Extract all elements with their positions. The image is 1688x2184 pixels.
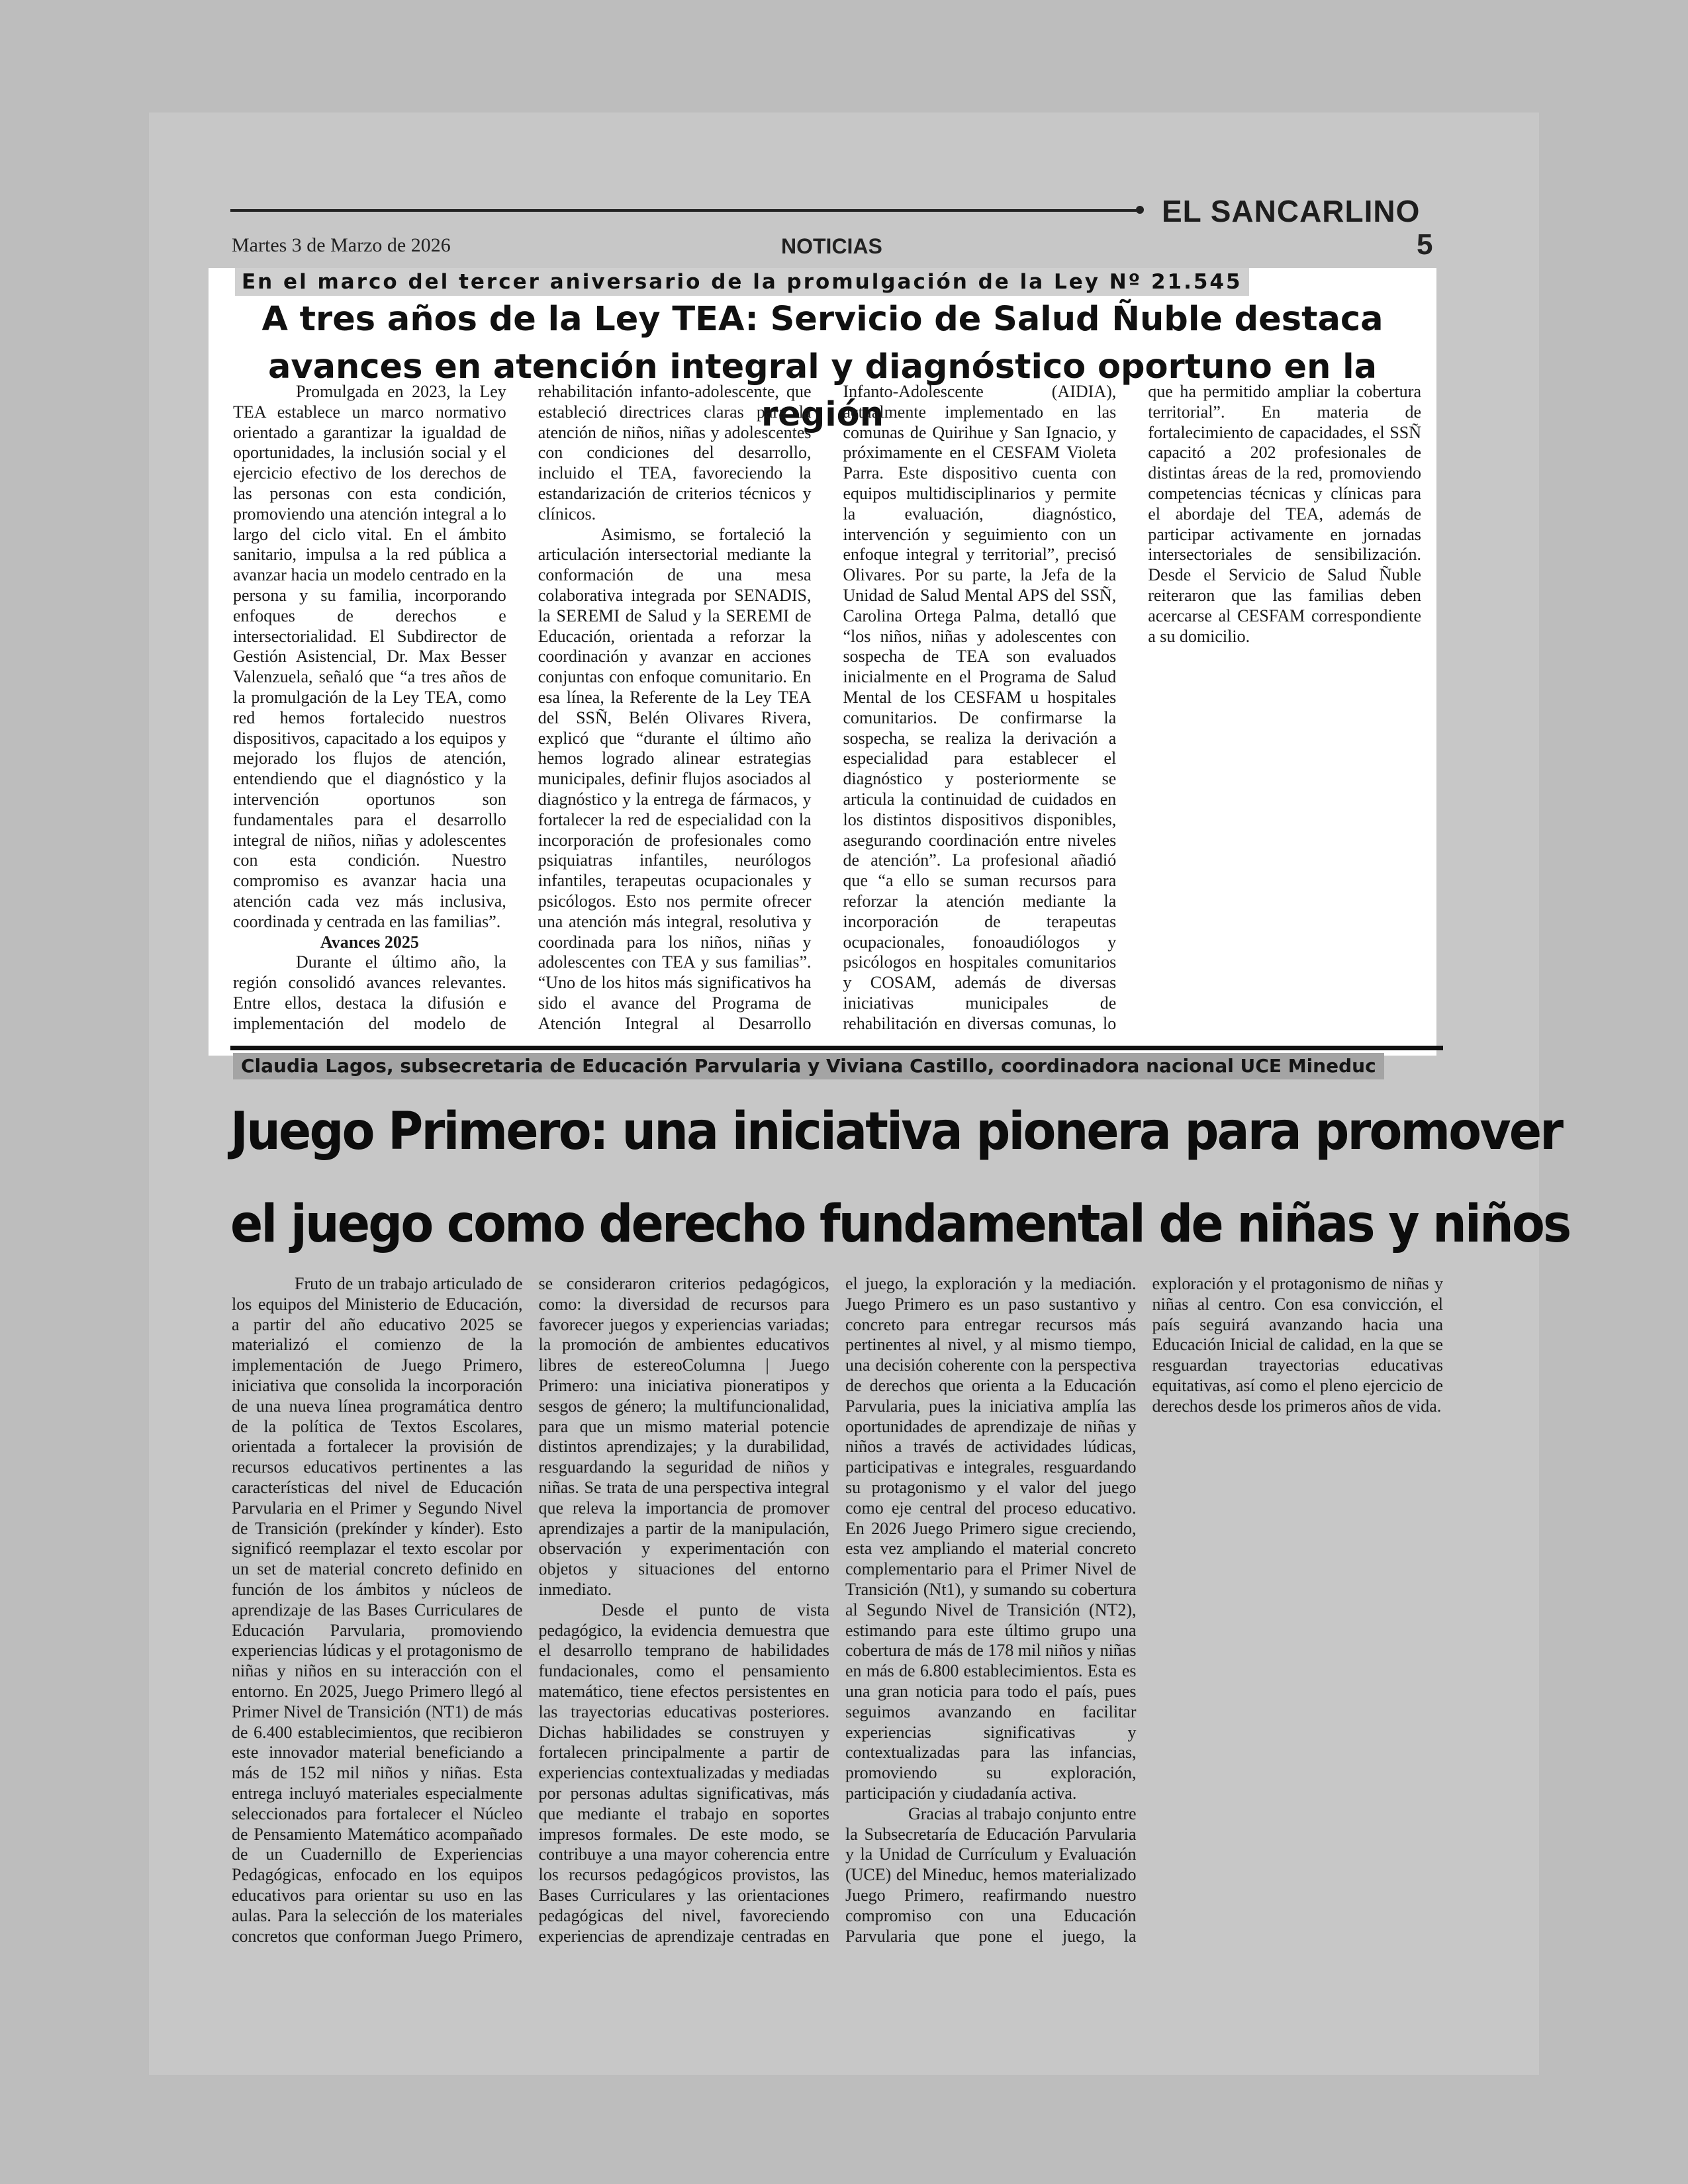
headline-line: Juego Primero: una iniciativa pionera para promover [230, 1102, 1562, 1161]
article-ley-tea [209, 268, 1436, 1056]
article-kicker: Claudia Lagos, subsecretaria de Educación Parvularia y Viviana Castillo, coordinadora nacional UCE Mineduc [233, 1053, 1384, 1079]
issue-date: Martes 3 de Marzo de 2026 [232, 234, 451, 256]
section-name: NOTICIAS [781, 234, 882, 258]
section-divider [230, 1046, 1443, 1050]
masthead-rule [230, 209, 1137, 212]
body-paragraph: Fruto de un trabajo articulado de los equipos del Ministerio de Educación, a partir del año educativo 2025 se materializó el comienzo de la implementación de Juego Primero, iniciativa que consolida la incorporación de una nueva línea programática dentro de la política de Textos Escolares, orientada a fortalecer la provisión de recursos educativos pertinentes a las características del nivel de Educación Parvularia en el Primer y Segundo Nivel de Transición (prekínder y kínder). Esto significó reemplazar el texto escolar por un set de material concreto definido en función de los ámbitos y núcleos de aprendizaje de las Bases Curriculares de Educación Parvularia, promoviendo experiencias lúdicas y el protagonismo de niñas y niños en su interacción con el entorno. En 2025, Juego Primero llegó al Primer Nivel de Transición (NT1) de más de 6.400 establecimientos, que recibieron este innovador material beneficiando a más de 152 mil niños y niñas. Esta entrega incluyó materiales especialmente seleccionados para fortalecer el Núcleo de Pensamiento Matemático acompañado de un Cuadernillo de Experiencias Pedagógicas, enfocado en los equipos educativos para orientar su uso en las aulas. Para la selección de los materiales concretos que conforman Juego Primero, se consideraron criterios pedagógicos, como: la diversidad de recursos para favorecer juegos y experiencias variadas; la promoción de ambientes educativos libres de estereoColumna | Juego Primero: una iniciativa pioneratipos y sesgos de género; la multifuncionalidad, para que un mismo material potencie distintos aprendizajes; y la durabilidad, resguardando la seguridad de niños y niñas. Se trata de una perspectiva integral que releva la importancia de promover aprendizajes a partir de la manipulación, observación y experimentación con objetos y situaciones del entorno inmediato. [232, 1274, 829, 1946]
body-paragraph: Durante el último año, la región consolidó avances relevantes. Entre ellos, destaca la difusión e implementación del modelo de rehabilitación infanto-adolescente, que estableció directrices claras para la atención de niños, niñas y adolescentes con condiciones del desarrollo, incluido el TEA, favoreciendo la estandarización de criterios técnicos y clínicos. [233, 382, 812, 1033]
body-paragraph: Desde el punto de vista pedagógico, la evidencia demuestra que el desarrollo temprano de habilidades fundacionales, como el pensamiento matemático, tiene efectos persistentes en las trayectorias educativas posteriores. Dichas habilidades se construyen y fortalecen principalmente a partir de experiencias contextualizadas y mediadas por personas adultas significativas, más que mediante el trabajo en soportes impresos formales. De este modo, se contribuye a una mayor coherencia entre los recursos pedagógicos provistos, las Bases Curriculares y las orientaciones pedagógicas del nivel, favoreciendo experiencias de aprendizaje centradas en el juego, la exploración y la mediación. Juego Primero es un paso sustantivo y concreto para entregar recursos más pertinentes al nivel, y al mismo tiempo, una decisión coherente con la perspectiva de derechos que orienta a la Educación Parvularia, pues la iniciativa amplía las oportunidades de aprendizaje de niñas y niños a través de actividades lúdicas, participativas e integrales, resguardando su protagonismo y el valor del juego como eje central del proceso educativo. En 2026 Juego Primero sigue creciendo, esta vez ampliando el material concreto complementario para el Primer Nivel de Transición (Nt1), y sumando su cobertura al Segundo Nivel de Transición (NT2), estimando para este último grupo una cobertura de más de 178 mil niños y niñas en más de 6.800 establecimientos. Esta es una gran noticia para todo el país, pues seguimos avanzando en facilitar experiencias significativas y contextualizadas para las infancias, promoviendo su exploración, participación y ciudadanía activa. [538, 1274, 1137, 1946]
headline-line: el juego como derecho fundamental de niñas y niños [230, 1195, 1570, 1254]
article-body [232, 1274, 1443, 1966]
body-subhead: Avances 2025 [320, 932, 419, 952]
page-number: 5 [1417, 228, 1433, 261]
article-body [233, 382, 1421, 1050]
article-headline: A tres años de la Ley TEA: Servicio de Salud Ñuble destaca avances en atención integral y diagnóstico oportuno en la región [261, 300, 1383, 434]
masthead-bullet [1136, 206, 1144, 214]
article-kicker: En el marco del tercer aniversario de la promulgación de la Ley Nº 21.545 [235, 268, 1249, 296]
body-paragraph: Promulgada en 2023, la Ley TEA establece un marco normativo orientado a garantizar la igualdad de oportunidades, la inclusión social y el ejercicio efectivo de los derechos de las personas con esta condición, promoviendo una atención integral a lo largo del ciclo vital. En el ámbito sanitario, impulsa a la red pública a avanzar hacia un modelo centrado en la persona y su familia, incorporando enfoques de derechos e intersectorialidad. El Subdirector de Gestión Asistencial, Dr. Max Besser Valenzuela, señaló que “a tres años de la promulgación de la Ley TEA, como red hemos fortalecido nuestros dispositivos, capacitado a los equipos y mejorado los flujos de atención, entendiendo que el diagnóstico y la intervención oportunos son fundamentales para el desarrollo integral de niños, niñas y adolescentes con esta condición. Nuestro compromiso es avanzar hacia una atención cada vez más inclusiva, coordinada y centrada en las familias”. [233, 382, 506, 931]
body-paragraph: Gracias al trabajo conjunto entre la Subsecretaría de Educación Parvularia y la Unidad de Currículum y Evaluación (UCE) del Mineduc, hemos materializado Juego Primero, reafirmando nuestro compromiso con una Educación Parvularia que pone el juego, la exploración y el protagonismo de niñas y niñas al centro. Con esa convicción, el país seguirá avanzando hacia una Educación Inicial de calidad, en la que se resguardan trayectorias educativas equitativas, así como el pleno ejercicio de derechos desde los primeros años de vida. [845, 1274, 1443, 1946]
newspaper-name: EL SANCARLINO [1162, 194, 1421, 228]
article-headline [230, 1085, 1570, 1271]
body-paragraph: Asimismo, se fortaleció la articulación intersectorial mediante la conformación de una mesa colaborativa integrada por SENADIS, la SEREMI de Salud y la SEREMI de Educación, orientada a reforzar la coordinación y avanzar en acciones conjuntas con enfoque comunitario. En esa línea, la Referente de la Ley TEA del SSÑ, Belén Olivares Rivera, explicó que “durante el último año hemos logrado alinear estrategias municipales, definir flujos asociados al diagnóstico y la entrega de fármacos, y fortalecer la red de especialidad con la incorporación de profesionales como psiquiatras infantiles, neurólogos infantiles, terapeutas ocupacionales y psicólogos. Esto nos permite ofrecer una atención más integral, resolutiva y coordinada para los niños, niñas y adolescentes con TEA y sus familias”. “Uno de los hitos más significativos ha sido el avance del Programa de Atención Integral al Desarrollo Infanto-Adolescente (AIDIA), actualmente implementado en las comunas de Quirihue y San Ignacio, y próximamente en el CESFAM Violeta Parra. Este dispositivo cuenta con equipos multidisciplinarios y permite la evaluación, diagnóstico, intervención y seguimiento con un enfoque integral y territorial”, precisó Olivares. Por su parte, la Jefa de la Unidad de Salud Mental APS del SSÑ, Carolina Ortega Palma, detalló que “los niños, niñas y adolescentes con sospecha de TEA son evaluados inicialmente en el Programa de Salud Mental de los CESFAM u hospitales comunitarios. De confirmarse la sospecha, se realiza la derivación a especialidad para establecer el diagnóstico y posteriormente se articula la continuidad de cuidados en los distintos dispositivos disponibles, asegurando coordinación entre niveles de atención”. La profesional añadió que “a ello se suman recursos para reforzar la atención mediante la incorporación de terapeutas ocupacionales, fonoaudiólogos y psicólogos en hospitales comunitarios y COSAM, además de diversas iniciativas municipales de rehabilitación en diversas comunas, lo que ha permitido ampliar la cobertura territorial”. En materia de fortalecimiento de capacidades, el SSÑ capacitó a 202 profesionales de distintas áreas de la red, promoviendo competencias técnicas y clínicas para el abordaje del TEA, además de participar activamente en jornadas intersectoriales de sensibilización. Desde el Servicio de Salud Ñuble reiteraron que las familias deben acercarse al CESFAM correspondiente a su domicilio. [538, 382, 1421, 1033]
